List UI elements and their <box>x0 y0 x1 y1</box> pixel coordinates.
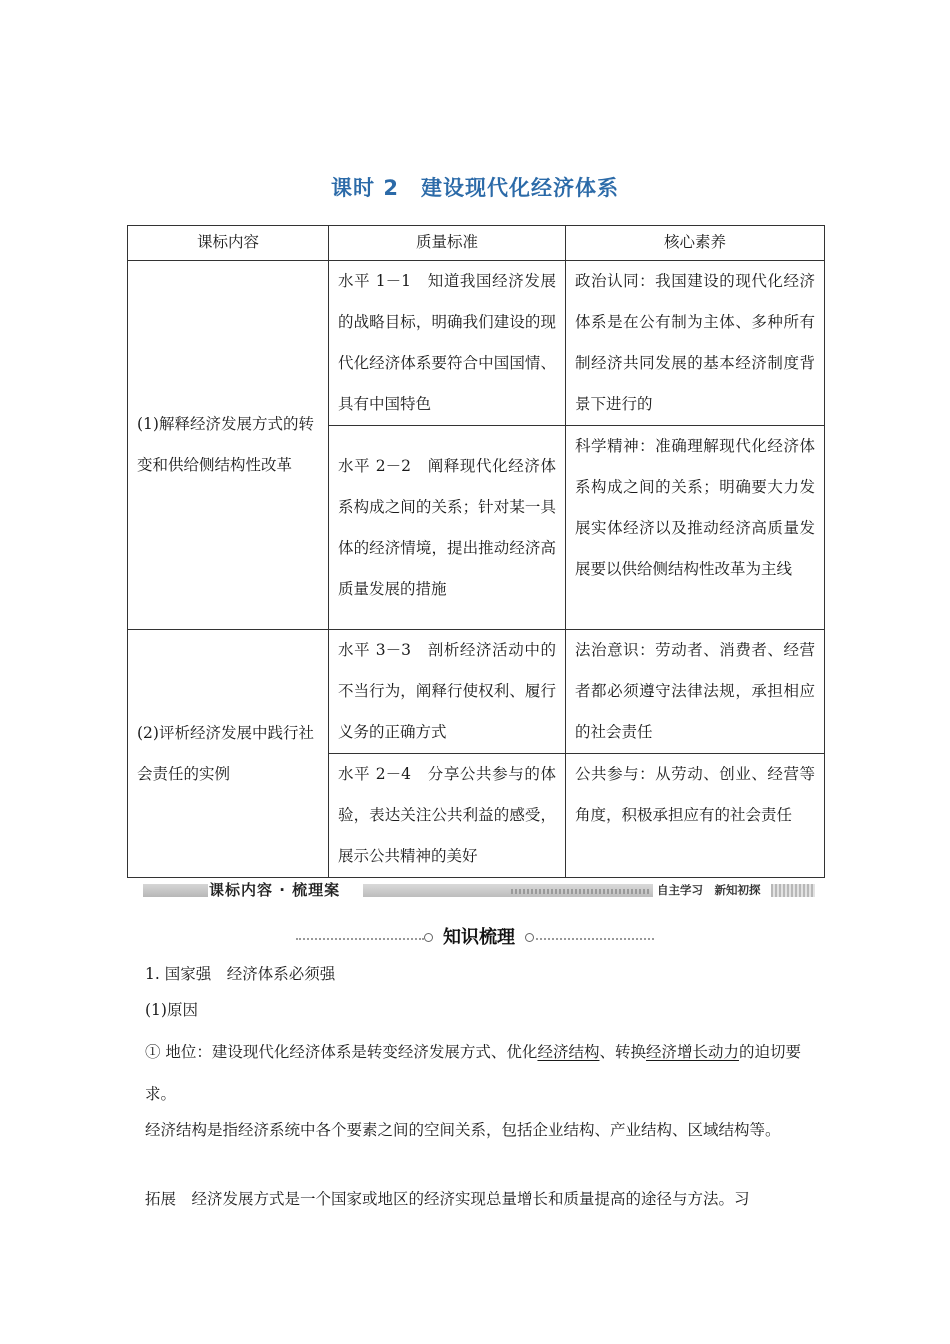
literacy-cell: 政治认同：我国建设的现代化经济体系是在公有制为主体、多种所有制经济共同发展的基本经济制度背景下进行的 <box>566 261 825 426</box>
section-heading <box>296 924 656 954</box>
paragraph-2: 经济结构是指经济系统中各个要素之间的空间关系，包括企业结构、产业结构、区域结构等。 <box>145 1121 781 1139</box>
table-header-row <box>128 226 825 261</box>
table-row <box>128 630 825 754</box>
heading-2: (1)原因 <box>145 1001 198 1019</box>
standard-cell: 水平 2－2 阐释现代化经济体系构成之间的关系；针对某一具体的经济情境，提出推动经济高质量发展的措施 <box>329 426 566 630</box>
lesson-number: 课时 2 <box>331 176 399 200</box>
page-title <box>0 172 950 202</box>
paragraph-1-part-a: ① 地位：建设现代化经济体系是转变经济发展方式、优化 <box>145 1043 538 1061</box>
banner-bar-left <box>143 884 208 897</box>
lesson-title: 建设现代化经济体系 <box>420 176 619 200</box>
banner-title: 课标内容 · 梳理案 <box>209 881 341 899</box>
standard-cell: 水平 3－3 剖析经济活动中的不当行为，阐释行使权利、履行义务的正确方式 <box>329 630 566 754</box>
ring-icon <box>525 933 534 942</box>
section-banner <box>143 880 815 901</box>
banner-bar-right <box>771 884 815 897</box>
banner-dots <box>511 889 649 894</box>
content-cell-1: (1)解释经济发展方式的转变和供给侧结构性改革 <box>128 261 329 630</box>
standard-cell: 水平 2－4 分享公共参与的体验，表达关注公共利益的感受，展示公共精神的美好 <box>329 754 566 878</box>
standard-cell: 水平 1－1 知道我国经济发展的战略目标，明确我们建设的现代化经济体系要符合中国国情、具有中国特色 <box>329 261 566 426</box>
ring-icon <box>424 933 433 942</box>
table-row <box>128 261 825 426</box>
dotted-rule-left <box>296 938 424 940</box>
paragraph-3: 拓展 经济发展方式是一个国家或地区的经济实现总量增长和质量提高的途径与方法。习 <box>145 1190 750 1208</box>
dotted-rule-right <box>536 938 654 940</box>
literacy-cell: 法治意识：劳动者、消费者、经营者都必须遵守法律法规，承担相应的社会责任 <box>566 630 825 754</box>
header-standard: 质量标准 <box>329 226 566 261</box>
content-cell-2: (2)评析经济发展中践行社会责任的实例 <box>128 630 329 878</box>
heading-1: 1. 国家强 经济体系必须强 <box>145 965 336 983</box>
underlined-term: 经济增长动力 <box>645 1043 739 1061</box>
curriculum-table <box>127 225 825 878</box>
underlined-term: 经济结构 <box>537 1043 600 1061</box>
paragraph-1-part-c: 的迫切要求。 <box>145 1043 801 1103</box>
paragraph-1 <box>145 1031 810 1115</box>
literacy-cell: 科学精神：准确理解现代化经济体系构成之间的关系；明确要大力发展实体经济以及推动经济高质量发展要以供给侧结构性改革为主线 <box>566 426 825 630</box>
header-content: 课标内容 <box>128 226 329 261</box>
literacy-cell: 公共参与：从劳动、创业、经营等角度，积极承担应有的社会责任 <box>566 754 825 878</box>
banner-subtitle: 自主学习 新知初探 <box>657 883 761 897</box>
paragraph-1-part-b: 、转换 <box>599 1043 646 1061</box>
section-heading-text: 知识梳理 <box>443 927 515 948</box>
header-literacy: 核心素养 <box>566 226 825 261</box>
